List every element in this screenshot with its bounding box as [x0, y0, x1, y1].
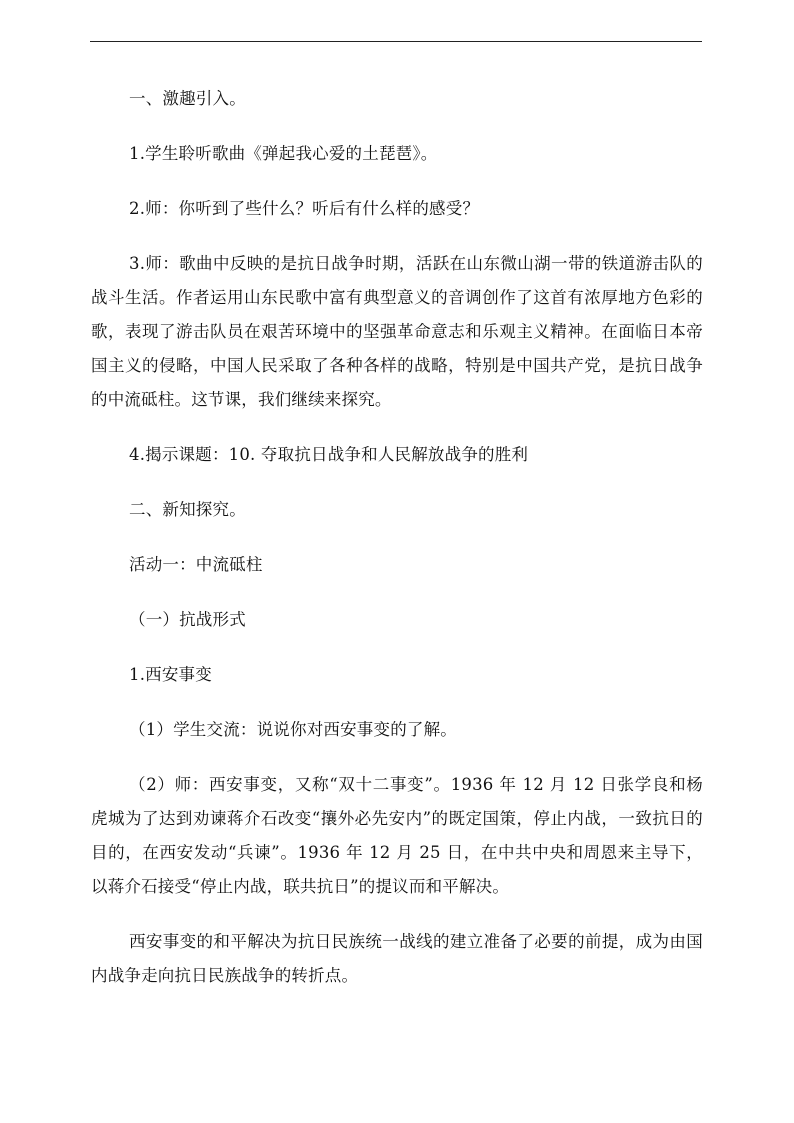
paragraph-conclusion: 西安事变的和平解决为抗日民族统一战线的建立准备了必要的前提，成为由国内战争走向抗日民族战争的转折点。	[91, 932, 703, 985]
paragraph-step-2: 2.师：你听到了些什么？听后有什么样的感受？	[129, 199, 480, 218]
activity-title: 活动一：中流砥柱	[129, 555, 263, 574]
header-divider	[90, 41, 702, 42]
paragraph-step-1: 1.学生聆听歌曲《弹起我心爱的土琵琶》。	[129, 144, 438, 163]
section-heading-explore: 二、新知探究。	[129, 500, 246, 519]
topic-title: 1.西安事变	[129, 665, 212, 684]
section-heading-intro: 一、激趣引入。	[129, 89, 246, 108]
paragraph-teacher-explanation: （2）师：西安事变，又称“双十二事变”。1936 年 12 月 12 日张学良和杨虎城为了达到劝谏蒋介石改变“攘外必先安内”的既定国策，停止内战，一致抗日的目的，在西安发动“兵谏”。1936 年 12 月 25 日，在中共中央和周恩来主导下，以蒋介石接受“停止内战，联共抗日”的提议而和平解决。	[91, 775, 703, 896]
paragraph-step-3: 3.师：歌曲中反映的是抗日战争时期，活跃在山东微山湖一带的铁道游击队的战斗生活。作者运用山东民歌中富有典型意义的音调创作了这首有浓厚地方色彩的歌，表现了游击队员在艰苦环境中的坚强革命意志和乐观主义精神。在面临日本帝国主义的侵略，中国人民采取了各种各样的战略，特别是中国共产党，是抗日战争的中流砥柱。这节课，我们继续来探究。	[91, 254, 703, 409]
subsection-title: （一）抗战形式	[129, 610, 246, 629]
paragraph-exchange: （1）学生交流：说说你对西安事变的了解。	[129, 720, 457, 739]
paragraph-step-4: 4.揭示课题：10. 夺取抗日战争和人民解放战争的胜利	[129, 445, 529, 464]
document-body	[91, 82, 703, 993]
